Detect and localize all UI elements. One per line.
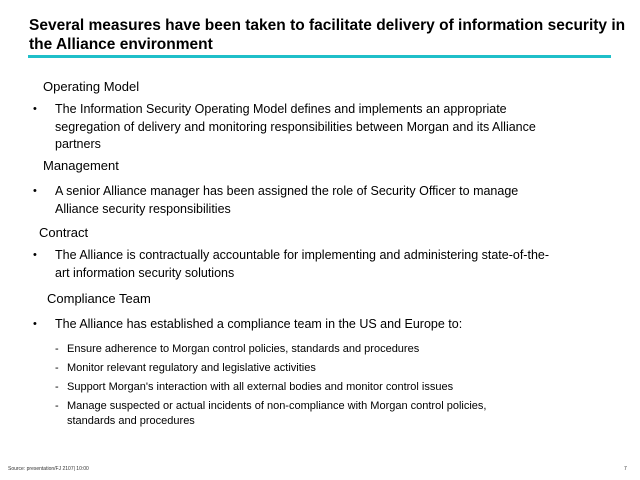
title-underline-rule — [28, 55, 611, 58]
sub-item-dash: - — [55, 381, 59, 393]
footer-source: Source: presentation/FJ 2107| 10:00 — [8, 466, 89, 472]
sub-item-line: Ensure adherence to Morgan control policies, standards and procedures — [67, 343, 420, 355]
sub-item-dash: - — [55, 362, 59, 374]
bullet-dot: • — [33, 103, 37, 115]
slide-title — [29, 16, 640, 54]
slide-title-line-2: the Alliance environment — [29, 36, 213, 53]
bullet-dot: • — [33, 249, 37, 261]
bullet-line: segregation of delivery and monitoring responsibilities between Morgan and its Alliance — [55, 119, 536, 134]
bullet-line: The Alliance is contractually accountable for implementing and administering state-of-the- — [55, 248, 550, 262]
bullet-line: partners — [55, 137, 101, 151]
section-heading-operating-model: Operating Model — [43, 79, 140, 94]
slide-title-line-1: Several measures have been taken to facilitate delivery of information security in — [29, 17, 626, 34]
sub-item-line: standards and procedures — [67, 415, 195, 427]
section-heading-management: Management — [43, 158, 119, 173]
bullet-text — [55, 183, 615, 218]
bullet-text — [55, 101, 615, 154]
bullet-line: art information security solutions — [55, 265, 235, 280]
page-number: 7 — [624, 466, 627, 472]
sub-item-line: Monitor relevant regulatory and legislative activities — [67, 362, 316, 374]
bullet-line: Alliance security responsibilities — [55, 201, 231, 216]
sub-item-text — [67, 342, 607, 357]
sub-item-text — [67, 361, 607, 376]
sub-item-line: Support Morgan's interaction with all external bodies and monitor control issues — [67, 381, 454, 393]
bullet-line: The Information Security Operating Model defines and implements an appropriate — [55, 102, 507, 116]
bullet-line: A senior Alliance manager has been assigned the role of Security Officer to manage — [55, 184, 519, 198]
sub-item-line: Manage suspected or actual incidents of non-compliance with Morgan control policies, — [67, 400, 487, 412]
sub-item-dash: - — [55, 343, 59, 355]
sub-item-text — [67, 380, 607, 395]
bullet-text — [55, 316, 615, 334]
sub-item-text — [67, 399, 607, 429]
sub-item-dash: - — [55, 400, 59, 412]
bullet-dot: • — [33, 318, 37, 330]
bullet-line: The Alliance has established a compliance team in the US and Europe to: — [55, 317, 463, 331]
bullet-dot: • — [33, 185, 37, 197]
section-heading-contract: Contract — [39, 225, 89, 240]
bullet-text — [55, 247, 615, 282]
section-heading-compliance-team: Compliance Team — [47, 291, 151, 306]
